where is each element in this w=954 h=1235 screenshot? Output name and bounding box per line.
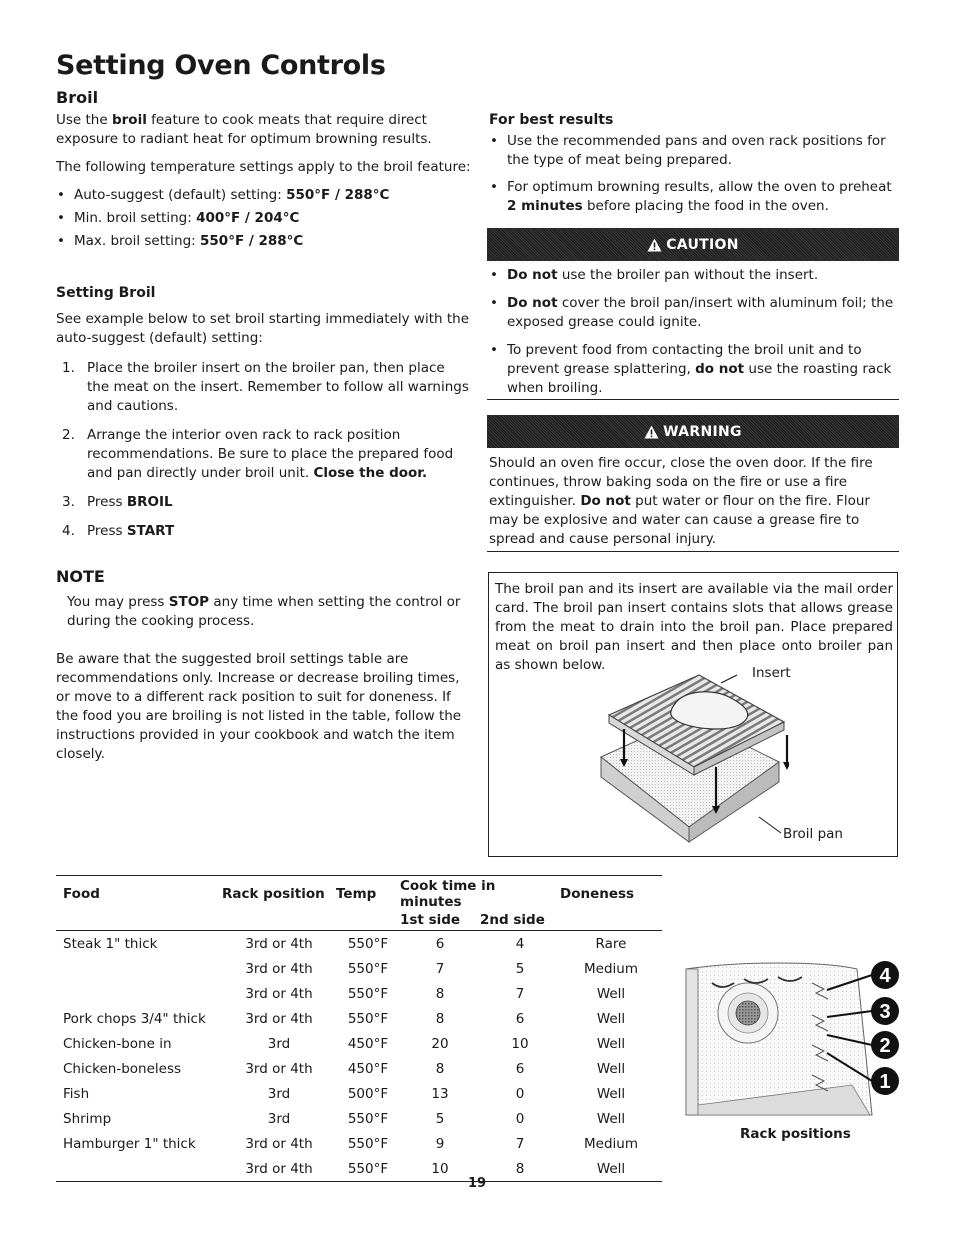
broil-heading: Broil (56, 88, 99, 107)
best-results-list (489, 132, 901, 224)
table-row: Chicken-boneless 3rd or 4th 450°F 8 6 Well (63, 1060, 626, 1077)
table-row: Steak 1" thick 3rd or 4th 550°F 6 4 Rare (63, 935, 627, 952)
list-item: • Do not cover the broil pan/insert with aluminum foil; the exposed grease could ignite. (489, 294, 901, 332)
table-row: 3rd or 4th 550°F 10 8 Well (245, 1160, 626, 1177)
setting-broil-heading: Setting Broil (56, 285, 156, 301)
table-header-row (56, 878, 662, 910)
broil-settings-table (56, 878, 662, 1182)
col-header-rack: Rack position (222, 886, 325, 902)
table-row: Pork chops 3/4" thick 3rd or 4th 550°F 8 6 Well (63, 1010, 626, 1027)
step-item: 4. Press START (62, 523, 175, 539)
table-row: Hamburger 1" thick 3rd or 4th 550°F 9 7 Medium (63, 1135, 638, 1152)
broil-temp-intro: The following temperature settings apply to the broil feature: (56, 159, 471, 175)
list-item: • Min. broil setting: 400°F / 204°C (56, 209, 471, 228)
col-header-cook-time: Cook time in minutes (400, 878, 496, 910)
list-item: • For optimum browning results, allow the oven to preheat 2 minutes before placing the food in the oven. (489, 178, 901, 216)
table-row: 3rd or 4th 550°F 8 7 Well (245, 985, 626, 1002)
setting-broil-intro: See example below to set broil starting immediately with the auto-suggest (default) setting: (56, 311, 470, 346)
broil-settings-list (56, 186, 471, 251)
warning-label: WARNING (663, 423, 742, 440)
list-item: • Use the recommended pans and oven rack positions for the type of meat being prepared. (489, 132, 901, 170)
caution-list (489, 266, 901, 406)
rack-positions-caption: Rack positions (740, 1126, 851, 1142)
step-item: 3. Press BROIL (62, 494, 173, 510)
caution-label: CAUTION (666, 236, 739, 253)
list-item: • Do not use the broiler pan without the insert. (489, 266, 901, 285)
col-header-food: Food (63, 886, 100, 902)
note-heading: NOTE (56, 567, 105, 586)
best-results-heading: For best results (489, 112, 614, 128)
list-item: • Max. broil setting: 550°F / 288°C (56, 232, 471, 251)
broil-pan-label: Broil pan (783, 826, 843, 842)
page-title: Setting Oven Controls (56, 50, 386, 81)
col-header-doneness: Doneness (560, 886, 635, 902)
broil-table-top-rule (56, 875, 662, 876)
insert-label: Insert (752, 665, 791, 681)
step-item: 1. Place the broiler insert on the broiler pan, then place the meat on the insert. Remember to follow all warnings and cautions. (62, 360, 469, 414)
rack-number-2: 2 (879, 1035, 891, 1057)
broil-pan-illustration (589, 667, 789, 847)
warning-text: Should an oven fire occur, close the oven door. If the fire continues, throw baking soda on the fire or use a fire extinguisher. Do not put water or flour on the fire. Flour may be explosive and water can cause a grease fire to spread and cause personal injury. (489, 455, 873, 547)
list-item: • Auto-suggest (default) setting: 550°F / 288°C (56, 186, 471, 205)
warning-triangle-icon (644, 425, 659, 439)
col-header-temp: Temp (336, 886, 377, 902)
broil-intro: Use the broil feature to cook meats that require direct exposure to radiant heat for optimum browning results. (56, 112, 432, 147)
step-item: 2. Arrange the interior oven rack to rack position recommendations. Be sure to place the prepared food and pan directly under broil unit. Close the door. (62, 427, 454, 481)
table-subheader-row (56, 910, 662, 931)
broil-pan-text: The broil pan and its insert are available via the mail order card. The broil pan insert contains slots that allows grease from the meat to drain into the broil pan. Place prepared meat on broil pan insert and then place onto broiler pan as shown below. (495, 581, 893, 673)
list-item: • To prevent food from contacting the broil unit and to prevent grease splattering, do not use the roasting rack when broiling. (489, 341, 901, 398)
note-text: You may press STOP any time when setting the control or during the cooking process. (67, 594, 461, 629)
aware-text: Be aware that the suggested broil settings table are recommendations only. Increase or decrease broiling times, or move to a different rack position to suit for doneness. If the food you are broiling is not listed in the table, follow the instructions provided in your cookbook and watch the item closely. (56, 651, 462, 762)
warning-triangle-icon (647, 238, 662, 252)
rack-positions-illustration (682, 955, 904, 1120)
rack-number-4: 4 (879, 965, 891, 987)
setting-broil-steps (56, 359, 471, 541)
rack-number-3: 3 (879, 1001, 891, 1023)
table-row: Chicken-bone in 3rd 450°F 20 10 Well (63, 1035, 626, 1052)
table-row: Fish 3rd 500°F 13 0 Well (63, 1085, 626, 1102)
page-number: 19 (467, 1176, 487, 1191)
rack-number-1: 1 (879, 1071, 891, 1093)
caution-banner (487, 228, 899, 261)
col-header-2nd-side: 2nd side (480, 912, 545, 928)
col-header-1st-side: 1st side (400, 912, 461, 928)
warning-banner (487, 415, 899, 448)
caution-rule (487, 399, 899, 400)
table-row: 3rd or 4th 550°F 7 5 Medium (245, 960, 638, 977)
broil-pan-box (488, 572, 898, 857)
table-row: Shrimp 3rd 550°F 5 0 Well (63, 1110, 626, 1127)
warning-rule (487, 551, 899, 552)
